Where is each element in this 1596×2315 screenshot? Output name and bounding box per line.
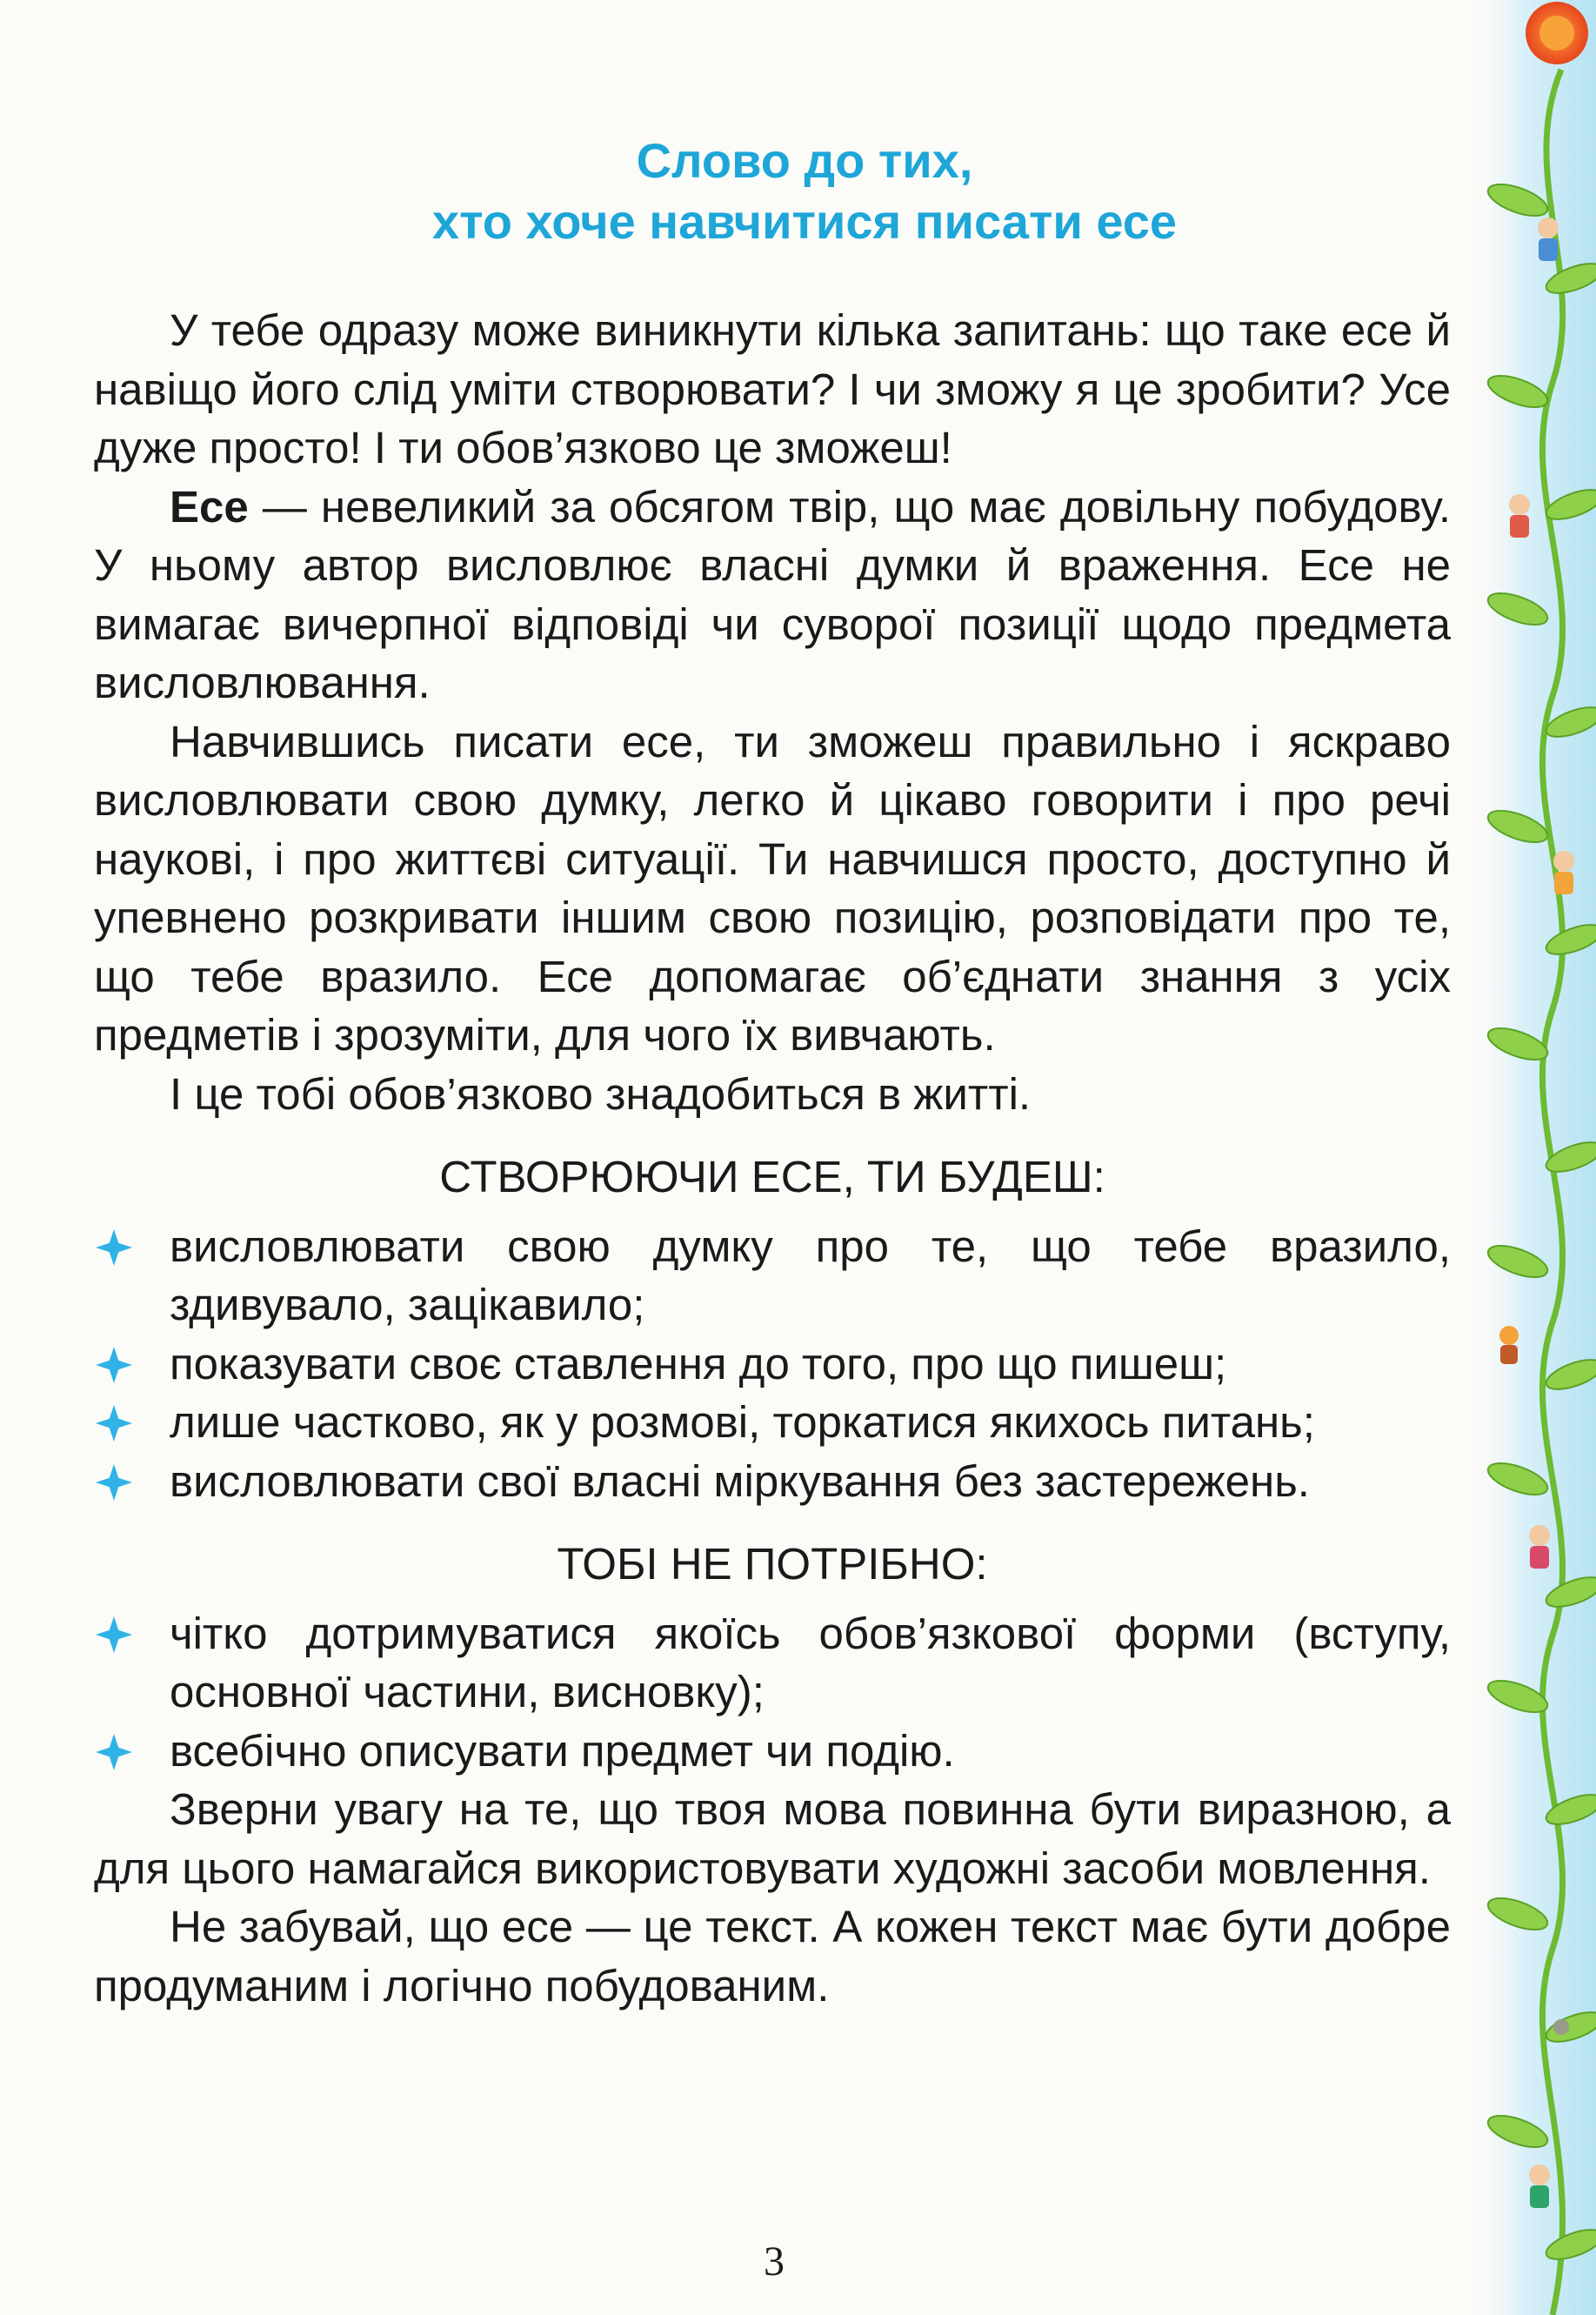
intro-paragraph-1: У тебе одразу може виникнути кілька запитань: що таке есе й навіщо його слід уміти створювати? І чи зможу я це зробити? Усе дуже просто! І ти обов’язково це зможеш! [94, 305, 1451, 472]
four-point-star-icon [96, 1464, 132, 1501]
list-item [94, 1393, 1451, 1452]
intro-paragraph-4: І це тобі обов’язково знадобиться в житті. [170, 1068, 1032, 1119]
will-section-heading: СТВОРЮЮЧИ ЕСЕ, ТИ БУДЕШ: [439, 1152, 1105, 1201]
list-item [94, 1452, 1451, 1511]
list-item [94, 1217, 1451, 1335]
not-needed-list [94, 1604, 1451, 1781]
intro-paragraph-3: Навчившись писати есе, ти зможеш правильно і яскраво висловлювати свою думку, легко й цікаво говорити і про речі наукові, і про життєві ситуації. Ти навчишся просто, доступно й упевнено розкривати іншим свою позицію, розповідати про те, що тебе вразило. Есе допомагає об’єднати знання з усіх предметів і зрозуміти, для чого їх вивчають. [94, 716, 1451, 1060]
not-needed-section-heading: ТОБІ НЕ ПОТРІБНО: [557, 1539, 988, 1589]
outro-paragraph-2: Не забувай, що есе — це текст. А кожен текст має бути добре продуманим і логічно побудованим. [94, 1902, 1451, 2011]
page-title-line-2: хто хоче навчитися писати есе [431, 194, 1178, 249]
list-item [94, 1604, 1451, 1722]
four-point-star-icon [96, 1405, 132, 1442]
list-item-text: лише частково, як у розмові, торкатися якихось питань; [170, 1397, 1315, 1447]
intro-paragraph-2-text: — невеликий за обсягом твір, що має довільну побудову. У ньому автор висловлює власні думки й враження. Есе не вимагає вичерпної відповіді чи суворої позиції щодо предмета висловлювання. [94, 481, 1451, 707]
list-item-text: висловлювати свою думку про те, що тебе вразило, здивувало, зацікавило; [170, 1221, 1451, 1329]
intro-paragraph-2 [94, 478, 1451, 713]
page-title [261, 130, 1348, 252]
four-point-star-icon [96, 1347, 132, 1383]
vine-decoration-icon [1466, 0, 1596, 2315]
outro-paragraph-1: Зверни увагу на те, що твоя мова повинна бути виразною, а для цього намагайся використовувати художні засоби мовлення. [94, 1784, 1451, 1893]
list-item-text: показувати своє ставлення до того, про що пишеш; [170, 1338, 1227, 1388]
list-item [94, 1722, 1451, 1781]
four-point-star-icon [96, 1616, 132, 1653]
four-point-star-icon [96, 1734, 132, 1770]
main-text [94, 301, 1451, 2015]
term-ese: Есе [170, 481, 249, 532]
four-point-star-icon [96, 1229, 132, 1266]
list-item-text: чітко дотримуватися якоїсь обов’язкової форми (вступу, основної частини, висновку); [170, 1608, 1451, 1716]
will-list [94, 1217, 1451, 1511]
page-title-line-1: Слово до тих, [636, 133, 973, 188]
list-item-text: всебічно описувати предмет чи подію. [170, 1725, 955, 1776]
list-item [94, 1335, 1451, 1394]
page-number: 3 [764, 2238, 785, 2285]
list-item-text: висловлювати свої власні міркування без застережень. [170, 1455, 1310, 1506]
